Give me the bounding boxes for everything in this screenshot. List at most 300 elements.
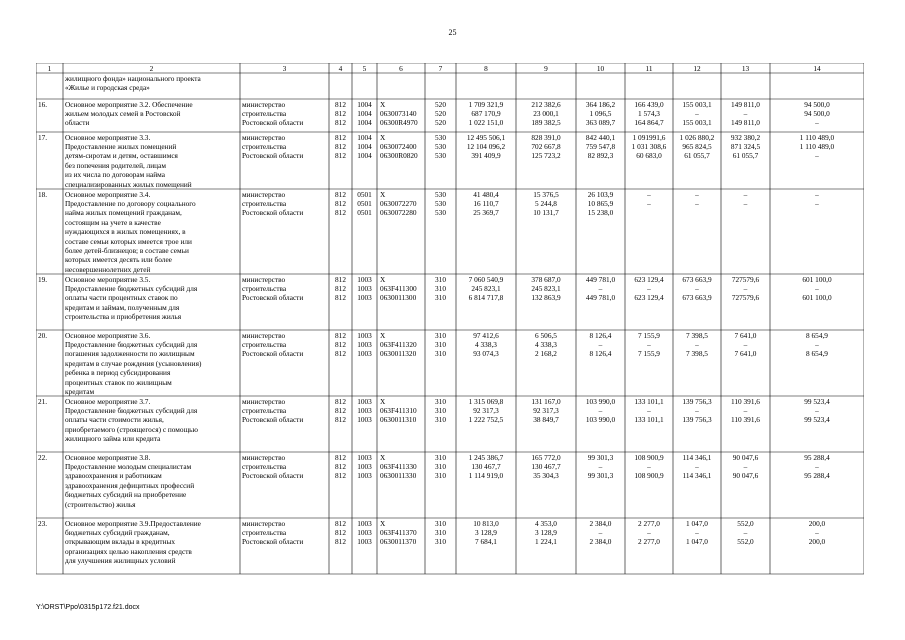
data-cell: 16 110,7 — [473, 198, 499, 208]
data-cell: 1 315 069,8 — [468, 396, 504, 406]
row-description-line: открывающим вклады в кредитных — [65, 537, 176, 547]
data-cell: 310 — [435, 330, 446, 340]
row-number: 17. — [38, 132, 48, 142]
data-cell: 812 — [335, 108, 346, 118]
data-cell: 110 391,6 — [731, 415, 760, 425]
data-cell: 99 301,3 — [587, 452, 614, 462]
data-cell: 2 168,2 — [535, 349, 557, 359]
data-cell: 310 — [435, 537, 446, 547]
data-cell: 0630073140 — [380, 108, 417, 118]
data-cell: – — [743, 339, 748, 349]
row-responsible-line: Ростовской области — [242, 151, 304, 161]
data-cell: 12 104 096,2 — [466, 141, 506, 151]
data-cell: 932 380,2 — [730, 132, 761, 142]
data-cell: 812 — [335, 396, 346, 406]
data-cell: 92 317,3 — [533, 405, 559, 415]
data-cell: Х — [380, 518, 386, 528]
data-cell: 1003 — [357, 415, 372, 425]
data-cell: 7 641,0 — [734, 349, 757, 359]
data-cell: 1003 — [357, 274, 372, 284]
data-cell: Х — [380, 99, 386, 109]
row-responsible-line: министерство — [242, 518, 286, 528]
data-cell: 1003 — [357, 330, 372, 340]
row-description-line: составе семьи которых имеется трое или — [65, 236, 192, 246]
data-cell: 6 814 717,8 — [468, 293, 504, 303]
data-cell: 0630072280 — [380, 208, 417, 218]
data-cell: 8 654,9 — [806, 330, 828, 340]
data-cell: 7 060 540,9 — [468, 274, 504, 284]
data-cell: 1 031 308,6 — [631, 141, 667, 151]
data-cell: 110 391,6 — [731, 396, 760, 406]
header-cell-11: 11 — [645, 63, 653, 73]
row-responsible-line: министерство — [242, 274, 286, 284]
header-cell-5: 5 — [362, 63, 367, 73]
data-cell: 0630011300 — [380, 293, 417, 303]
data-cell: 06300R4970 — [380, 118, 418, 128]
data-cell: 1004 — [357, 151, 372, 161]
data-cell: 449 781,0 — [585, 293, 616, 303]
data-cell: 687 170,9 — [471, 108, 501, 118]
data-cell: 063F411300 — [380, 283, 417, 293]
data-cell: 114 346,1 — [682, 452, 712, 462]
data-cell: 1003 — [357, 452, 372, 462]
row-responsible-line: Ростовской области — [242, 118, 304, 128]
data-cell: – — [598, 461, 603, 471]
data-cell: – — [743, 461, 748, 471]
row-description-line: погашения задолженности по жилищным — [65, 349, 195, 359]
data-cell: 310 — [435, 452, 446, 462]
data-cell: 108 900,9 — [634, 471, 664, 481]
data-cell: 5 244,8 — [535, 198, 557, 208]
data-cell: 552,0 — [737, 518, 754, 528]
data-cell: 812 — [335, 537, 346, 547]
data-cell: 35 304,3 — [533, 471, 559, 481]
data-cell: 0501 — [357, 208, 372, 218]
row-description-line: из их числа по договорам найма — [65, 170, 165, 180]
data-cell: 812 — [335, 283, 346, 293]
data-cell: – — [815, 198, 819, 208]
row-description-line: процентных ставок по жилищным — [65, 377, 172, 387]
data-cell: 15 376,5 — [533, 189, 559, 199]
row-description-line: кредитам — [65, 386, 95, 396]
data-cell: 1 096,5 — [589, 108, 612, 118]
row-description-line: специализированных жилых помещений — [65, 179, 192, 189]
data-cell: 871 324,5 — [730, 141, 761, 151]
data-cell: 149 811,0 — [731, 118, 760, 128]
data-cell: 108 900,9 — [634, 452, 664, 462]
data-cell: 310 — [435, 396, 446, 406]
data-cell: 1003 — [357, 461, 372, 471]
data-cell: 1003 — [357, 471, 372, 481]
row-description-line: Основное мероприятие 3.3. — [65, 132, 151, 142]
data-cell: – — [743, 198, 748, 208]
data-cell: Х — [380, 330, 386, 340]
data-cell: 812 — [335, 415, 346, 425]
data-cell: 41 480,4 — [473, 189, 499, 199]
data-cell: 530 — [435, 132, 446, 142]
data-cell: 812 — [335, 461, 346, 471]
data-cell: – — [647, 198, 651, 208]
data-cell: 94 500,0 — [804, 108, 830, 118]
data-cell: 8 654,9 — [806, 349, 828, 359]
data-cell: 7 155,9 — [638, 349, 660, 359]
row-description-line: «Жилье и городская среда» — [65, 82, 150, 92]
row-description-line: кредитам в случае рождения (усыновления) — [65, 358, 202, 368]
row-description-line: состоящим на учете в качестве — [65, 217, 161, 227]
data-cell: 552,0 — [737, 537, 754, 547]
header-cell-9: 9 — [544, 63, 548, 73]
row-description-line: для улучшения жилищных условий — [65, 556, 176, 566]
data-cell: 310 — [435, 405, 446, 415]
data-cell: 812 — [335, 151, 346, 161]
data-cell: 12 495 506,1 — [466, 132, 506, 142]
data-cell: 601 100,0 — [802, 274, 832, 284]
data-cell: 310 — [435, 415, 446, 425]
data-cell: 812 — [335, 189, 346, 199]
row-number: 16. — [38, 99, 48, 109]
row-description-line: здравоохранения дефицитных профессий — [65, 480, 195, 490]
data-cell: – — [647, 461, 651, 471]
header-cell-6: 6 — [399, 63, 403, 73]
data-cell: 97 412,6 — [473, 330, 499, 340]
data-cell: 60 683,0 — [636, 151, 662, 161]
data-cell: 103 990,0 — [585, 396, 616, 406]
data-cell: 90 047,6 — [732, 471, 759, 481]
row-description-line: Предоставление по договору социального — [65, 198, 196, 208]
data-cell: 1003 — [357, 339, 372, 349]
data-cell: 8 126,4 — [589, 349, 612, 359]
data-cell: 673 663,9 — [682, 274, 712, 284]
row-responsible-line: министерство — [242, 396, 286, 406]
data-cell: 812 — [335, 208, 346, 218]
data-cell: – — [815, 461, 819, 471]
data-cell: – — [695, 108, 699, 118]
row-description-line: Основное мероприятие 3.8. — [65, 452, 151, 462]
row-responsible-line: строительства — [242, 405, 287, 415]
data-cell: 063F411330 — [380, 461, 417, 471]
data-cell: 7 398,5 — [686, 349, 708, 359]
data-cell: 82 892,3 — [587, 151, 614, 161]
data-cell: – — [647, 283, 651, 293]
data-cell: 90 047,6 — [732, 452, 759, 462]
data-cell: – — [743, 108, 748, 118]
header-cell-4: 4 — [338, 63, 343, 73]
data-cell: 2 277,0 — [638, 518, 660, 528]
data-cell: 520 — [435, 118, 446, 128]
data-cell: – — [695, 339, 699, 349]
data-cell: – — [598, 283, 603, 293]
data-cell: 310 — [435, 274, 446, 284]
data-cell: 23 000,1 — [533, 108, 559, 118]
data-cell: 1 047,0 — [686, 537, 708, 547]
data-cell: 200,0 — [808, 518, 826, 528]
data-cell: 133 101,1 — [634, 396, 664, 406]
data-cell: 155 003,1 — [682, 118, 712, 128]
data-cell: 103 990,0 — [585, 415, 616, 425]
data-cell: – — [743, 527, 748, 537]
data-cell: 7 398,5 — [686, 330, 708, 340]
data-cell: 1 709 321,9 — [468, 99, 504, 109]
data-cell: 131 167,0 — [531, 396, 561, 406]
data-cell: – — [598, 405, 603, 415]
row-responsible-line: Ростовской области — [242, 349, 304, 359]
data-cell: 130 467,7 — [471, 461, 501, 471]
row-description-line: бюджетных субсидий гражданам, — [65, 527, 170, 537]
data-cell: 1003 — [357, 527, 372, 537]
row-description-line: Основное мероприятие 3.2. Обеспечение — [65, 99, 193, 109]
data-cell: 1004 — [357, 99, 372, 109]
data-cell: 310 — [435, 461, 446, 471]
row-description-line: области — [65, 118, 90, 128]
row-number: 18. — [38, 189, 48, 199]
row-description-line: более детей-близнецов; в составе семьи — [65, 245, 189, 255]
row-responsible-line: министерство — [242, 99, 286, 109]
row-description-line: здравоохранения и работникам — [65, 471, 162, 481]
data-cell: – — [815, 405, 819, 415]
data-cell: – — [695, 461, 699, 471]
header-cell-10: 10 — [596, 63, 605, 73]
row-description-line: Предоставление бюджетных субсидий для — [65, 405, 198, 415]
data-cell: 812 — [335, 118, 346, 128]
header-cell-14: 14 — [813, 63, 821, 73]
data-cell: 7 641,0 — [734, 330, 757, 340]
data-cell: 6 506,5 — [535, 330, 557, 340]
data-cell: 139 756,3 — [682, 396, 712, 406]
row-description-line: жилищного займа или кредита — [65, 434, 161, 444]
data-cell: 1 047,0 — [686, 518, 708, 528]
data-cell: 245 823,1 — [531, 283, 561, 293]
data-cell: 2 277,0 — [638, 537, 660, 547]
data-cell: 0630072270 — [380, 198, 417, 208]
row-number: 21. — [38, 396, 48, 406]
row-responsible-line: строительства — [242, 141, 287, 151]
data-cell: 3 128,9 — [475, 527, 497, 537]
data-cell: 7 684,1 — [475, 537, 497, 547]
row-number: 20. — [38, 330, 48, 340]
data-cell: 828 391,0 — [531, 132, 561, 142]
data-cell: 06300R0820 — [380, 151, 418, 161]
data-cell: 200,0 — [808, 537, 826, 547]
data-cell: 15 238,0 — [587, 208, 614, 218]
data-cell: 0630011320 — [380, 349, 417, 359]
row-description-line: несовершеннолетних детей — [65, 264, 151, 274]
data-cell: 61 055,7 — [732, 151, 759, 161]
data-cell: – — [815, 283, 819, 293]
data-cell: Х — [380, 132, 386, 142]
data-cell: 1 091991,6 — [632, 132, 666, 142]
row-description-line: Основное мероприятие 3.5. — [65, 274, 151, 284]
data-cell: 1004 — [357, 132, 372, 142]
row-description-line: оплаты части стоимости жилья, — [65, 415, 164, 425]
data-cell: – — [743, 189, 748, 199]
data-cell: 759 547,8 — [585, 141, 616, 151]
data-cell: 166 439,0 — [634, 99, 664, 109]
data-cell: 99 523,4 — [804, 396, 830, 406]
data-cell: 1 110 489,0 — [799, 132, 835, 142]
row-description-line: жильем молодых семей в Ростовской — [65, 108, 181, 118]
data-cell: 1004 — [357, 118, 372, 128]
budget-table — [36, 63, 864, 583]
data-cell: 1003 — [357, 396, 372, 406]
data-cell: 1 245 386,7 — [468, 452, 504, 462]
row-responsible-line: строительства — [242, 339, 287, 349]
data-cell: 812 — [335, 141, 346, 151]
data-cell: 310 — [435, 293, 446, 303]
data-cell: 25 369,7 — [473, 208, 499, 218]
data-cell: – — [743, 405, 748, 415]
data-cell: – — [647, 405, 651, 415]
data-cell: 93 074,3 — [473, 349, 499, 359]
data-cell: 7 155,9 — [638, 330, 660, 340]
row-description-line: строительства и приобретения жилья — [65, 312, 182, 322]
data-cell: 812 — [335, 349, 346, 359]
row-description-line: Предоставление молодым специалистам — [65, 461, 192, 471]
data-cell: 812 — [335, 339, 346, 349]
row-responsible-line: строительства — [242, 198, 287, 208]
row-number: 22. — [38, 452, 48, 462]
data-cell: 1 224,1 — [535, 537, 557, 547]
row-description-line: Основное мероприятие 3.9.Предоставление — [65, 518, 201, 528]
data-cell: 812 — [335, 198, 346, 208]
data-cell: 727579,6 — [731, 274, 760, 284]
data-cell: 114 346,1 — [682, 471, 712, 481]
data-cell: 310 — [435, 471, 446, 481]
data-cell: 310 — [435, 527, 446, 537]
data-cell: – — [695, 405, 699, 415]
header-cell-13: 13 — [741, 63, 750, 73]
data-cell: 727579,6 — [731, 293, 760, 303]
row-responsible-line: Ростовской области — [242, 293, 304, 303]
data-cell: 310 — [435, 339, 446, 349]
data-cell: 310 — [435, 283, 446, 293]
data-cell: 812 — [335, 471, 346, 481]
row-responsible-line: министерство — [242, 452, 286, 462]
data-cell: 812 — [335, 274, 346, 284]
header-cell-12: 12 — [693, 63, 701, 73]
data-cell: – — [743, 283, 748, 293]
data-cell: 10 131,7 — [533, 208, 559, 218]
data-cell: – — [647, 339, 651, 349]
header-cell-7: 7 — [438, 63, 443, 73]
data-cell: Х — [380, 396, 386, 406]
data-cell: 530 — [435, 198, 446, 208]
row-description-line: Предоставление жилых помещений — [65, 141, 177, 151]
data-cell: 4 338,3 — [475, 339, 497, 349]
row-responsible-line: министерство — [242, 189, 286, 199]
data-cell: 520 — [435, 108, 446, 118]
data-cell: 1004 — [357, 108, 372, 118]
data-cell: 3 128,9 — [535, 527, 557, 537]
data-cell: – — [695, 198, 699, 208]
data-cell: 0630011330 — [380, 471, 417, 481]
header-cell-2: 2 — [149, 63, 154, 73]
header-cell-3: 3 — [282, 63, 287, 73]
row-responsible-line: строительства — [242, 527, 287, 537]
data-cell: 1 022 151,0 — [468, 118, 504, 128]
data-cell: 1004 — [357, 141, 372, 151]
data-cell: 4 353,0 — [535, 518, 557, 528]
data-cell: 155 003,1 — [682, 99, 712, 109]
row-responsible-line: Ростовской области — [242, 471, 304, 481]
data-cell: 1 026 880,2 — [679, 132, 715, 142]
data-cell: Х — [380, 189, 386, 199]
data-cell: 623 129,4 — [634, 293, 664, 303]
row-number: 19. — [38, 274, 48, 284]
data-cell: 812 — [335, 330, 346, 340]
data-cell: 1 574,3 — [638, 108, 660, 118]
data-cell: – — [598, 527, 603, 537]
data-cell: – — [695, 189, 699, 199]
data-cell: 1003 — [357, 293, 372, 303]
data-cell: 812 — [335, 99, 346, 109]
data-cell: 812 — [335, 527, 346, 537]
data-cell: 10 813,0 — [473, 518, 499, 528]
data-cell: 125 723,2 — [531, 151, 561, 161]
data-cell: 189 382,5 — [531, 118, 561, 128]
header-cell-1: 1 — [47, 63, 52, 73]
data-cell: 063F411320 — [380, 339, 417, 349]
data-cell: 0630011370 — [380, 537, 417, 547]
data-cell: 132 863,9 — [531, 293, 561, 303]
row-description-line: Предоставление бюджетных субсидий для — [65, 339, 198, 349]
data-cell: 61 055,7 — [684, 151, 710, 161]
row-description-line: жилищного фонда» национального проекта — [65, 73, 201, 83]
data-cell: 812 — [335, 132, 346, 142]
data-cell: 310 — [435, 349, 446, 359]
data-cell: 378 687,0 — [531, 274, 561, 284]
data-cell: 1 110 489,0 — [799, 141, 835, 151]
row-responsible-line: Ростовской области — [242, 415, 304, 425]
data-cell: 391 409,9 — [471, 151, 501, 161]
data-cell: 139 756,3 — [682, 415, 712, 425]
data-cell: 842 440,1 — [585, 132, 616, 142]
data-cell: 0630072400 — [380, 141, 417, 151]
data-cell: 530 — [435, 208, 446, 218]
row-description-line: Основное мероприятие 3.6. — [65, 330, 151, 340]
data-cell: 530 — [435, 189, 446, 199]
row-responsible-line: строительства — [242, 283, 287, 293]
data-cell: 0501 — [357, 189, 372, 199]
data-cell: 95 288,4 — [804, 452, 830, 462]
data-cell: – — [647, 189, 651, 199]
data-cell: – — [815, 527, 819, 537]
data-cell: 1003 — [357, 405, 372, 415]
data-cell: 92 317,3 — [473, 405, 499, 415]
data-cell: 2 384,0 — [589, 518, 612, 528]
data-cell: 364 186,2 — [585, 99, 616, 109]
data-cell: – — [815, 339, 819, 349]
data-cell: 149 811,0 — [731, 99, 760, 109]
data-cell: 1 222 752,5 — [468, 415, 504, 425]
data-cell: 1003 — [357, 537, 372, 547]
data-cell: 520 — [435, 99, 446, 109]
row-description-line: Основное мероприятие 3.4. — [65, 189, 151, 199]
data-cell: 1003 — [357, 349, 372, 359]
data-cell: 702 667,8 — [531, 141, 561, 151]
row-responsible-line: министерство — [242, 132, 286, 142]
data-cell: 245 823,1 — [471, 283, 501, 293]
data-cell: – — [815, 151, 819, 161]
data-cell: 2 384,0 — [589, 537, 612, 547]
data-cell: 26 103,9 — [587, 189, 614, 199]
row-description-line: кредитам и займам, полученным для — [65, 302, 180, 312]
row-description-line: которых имеется десять или более — [65, 255, 172, 265]
data-cell: 0630011310 — [380, 415, 417, 425]
data-cell: 10 865,9 — [587, 198, 614, 208]
row-responsible-line: строительства — [242, 461, 287, 471]
row-description-line: (строительство) жилья — [65, 499, 136, 509]
data-cell: 363 089,7 — [585, 118, 616, 128]
